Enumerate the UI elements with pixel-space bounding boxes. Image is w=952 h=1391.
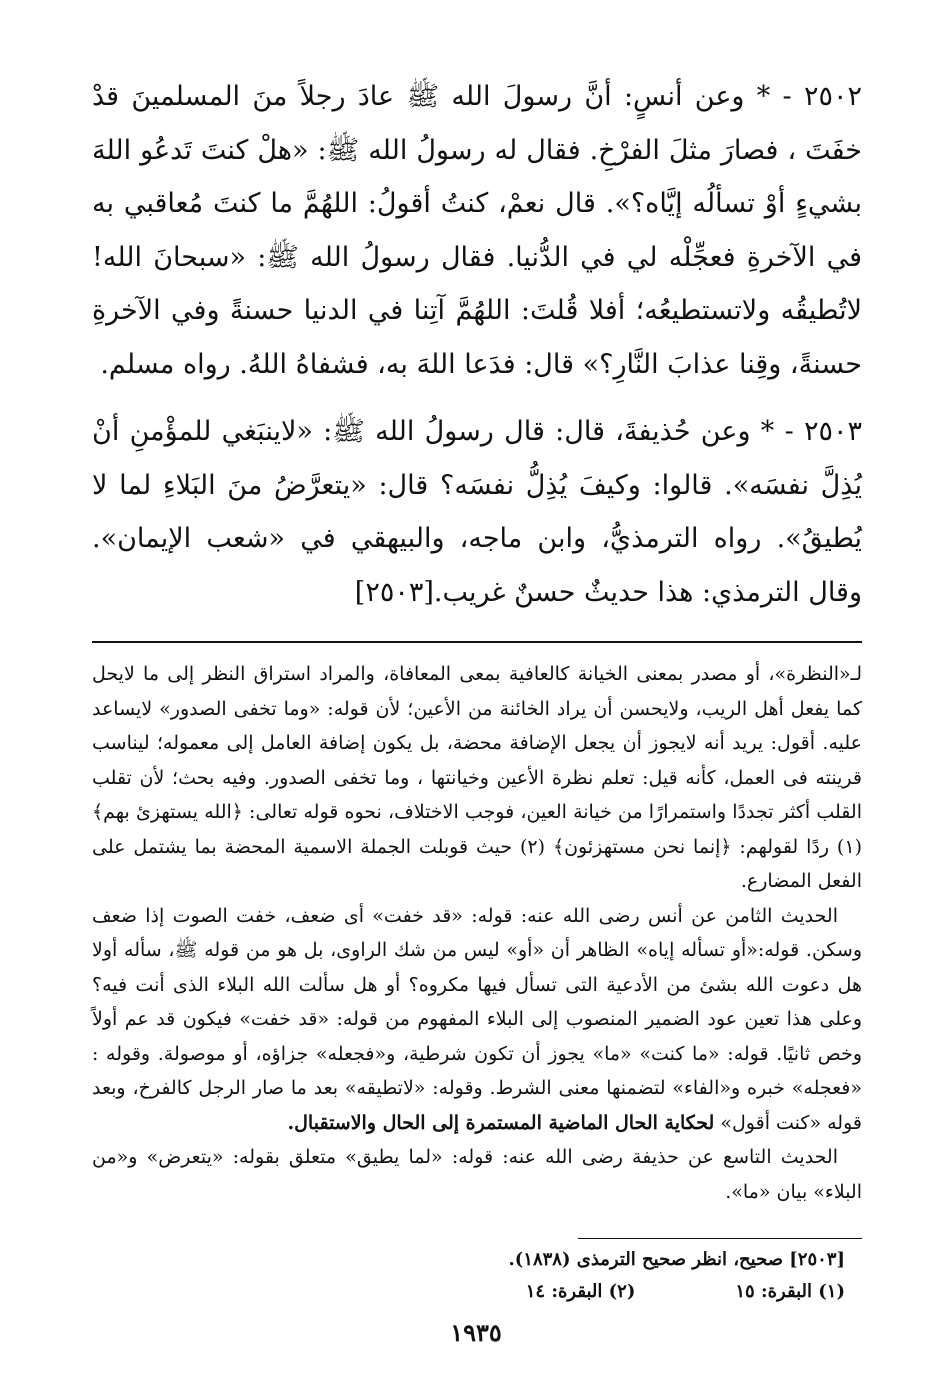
commentary-paragraph-2-text: الحديث الثامن عن أنس رضى الله عنه: قوله: «قد خفت» أى ضعف، خفت الصوت إذا ضعف وسكن. قوله:«أو تسأله إياه» الظاهر أن «أو» ليس من شك الراوى، بل هو من قوله ﷺ، سأله أولا هل دعوت الله بشئ من الأدعية التى تسأل فيها مكروه؟ أو هل سألت الله البلاء الذى أنت فيه؟ وعلى هذا تعين عود الضمير المنصوب إلى البلاء المفهوم من قوله: «قد خفت» فيكون قد عم أولاً وخص ثانيًا. قوله: «ما كنت» «ما» يجوز أن تكون شرطية، و«فجعله» جزاؤه، أو موصولة. وقوله : «فعجله» خبره و«الفاء» لتضمنها معنى الشرط. وقوله: «لاتطيقه» بعد ما صار الرجل كالفرخ، وبعد قوله «كنت أقول» — [92, 904, 862, 1134]
commentary-paragraph-2-bold: لحكاية الحال الماضية المستمرة إلى الحال والاستقبال. — [287, 1111, 715, 1134]
hadith-2503: ٢٥٠٣ - * وعن حُذيفةَ، قال: قال رسولُ الله ﷺ: «لاينبَغي للمؤْمنِ أنْ يُذِلَّ نفسَه». قالوا: وكيفَ يُذِلُّ نفسَه؟ قال: «يتعرَّضُ منَ البَلاءِ لما لا يُطيقُ». رواه الترمذيُّ، وابن ماجه، والبيهقي في «شعب الإيمان». وقال الترمذي: هذا حديثٌ حسنٌ غريب.[٢٥٠٣] — [92, 416, 862, 608]
commentary-paragraph-1: لـ«النظرة»، أو مصدر بمعنى الخيانة كالعافية بمعى المعافاة، والمراد استراق النظر إلى ما لايحل كما يفعل أهل الريب، ولايحسن أن يراد الخائنة من الأعين؛ لأن قوله: «وما تخفى الصدور» لايساعد عليه. أقول: يريد أنه لايجوز أن يجعل الإضافة محضة، بل يكون إضافة العامل إلى معموله؛ ليناسب قرينته فى العمل، كأنه قيل: تعلم نظرة الأعين وخيانتها ، وما تخفى الصدور. وفيه بحث؛ لأن تقلب القلب أكثر تجددًا واستمرارًا من خيانة العين، فوجب الاختلاف، نحوه قوله تعالى: ﴿الله يستهزئ بهم﴾ (١) ردًا لقولهم: ﴿إنما نحن مستهزئون﴾ (٢) حيث قوبلت الجملة الاسمية المحضة بما يشتمل على الفعل المضارع. — [92, 663, 862, 892]
commentary-paragraph-2 — [92, 899, 862, 1141]
footnotes — [300, 1244, 845, 1308]
footnote-divider — [578, 1238, 862, 1239]
footnote-ref-1: (١) البقرة: ١٥ — [735, 1281, 845, 1302]
footnote-source: [٢٥٠٣] صحيح، انظر صحيح الترمذى (١٨٣٨). — [508, 1249, 845, 1270]
hadith-2502: ٢٥٠٢ - * وعن أنسٍ: أنَّ رسولَ الله ﷺ عادَ رجلاً منَ المسلمينَ قدْ خفَتَ ، فصارَ مثلَ الفرْخِ. فقال له رسولُ الله ﷺ: «هلْ كنتَ تَدعُو اللهَ بشيءٍ أوْ تسألُه إيَّاه؟». قال نعمْ، كنتُ أقولُ: اللهُمَّ ما كنتَ مُعاقبي به في الآخرةِ فعجِّلْه لي في الدُّنيا. فقال رسولُ الله ﷺ: «سبحانَ الله! لاتُطيقُه ولاتستطيعُه؛ أفلا قُلتَ: اللهُمَّ آتِنا في الدنيا حسنةً وفي الآخرةِ حسنةً، وقِنا عذابَ النَّارِ؟» قال: فدَعا اللهَ به، فشفاهُ اللهُ. رواه مسلم. — [92, 81, 862, 380]
main-divider — [92, 641, 862, 643]
page-body — [92, 70, 862, 1209]
footnote-refs — [300, 1276, 845, 1308]
page-number: ١٩٣٥ — [450, 1318, 502, 1347]
footnote-ref-2: (٢) البقرة: ١٤ — [525, 1281, 636, 1302]
commentary-paragraph-3: الحديث التاسع عن حذيفة رضى الله عنه: قوله: «لما يطيق» متعلق بقوله: «يتعرض» و«من البلاء» بيان «ما». — [92, 1146, 862, 1203]
